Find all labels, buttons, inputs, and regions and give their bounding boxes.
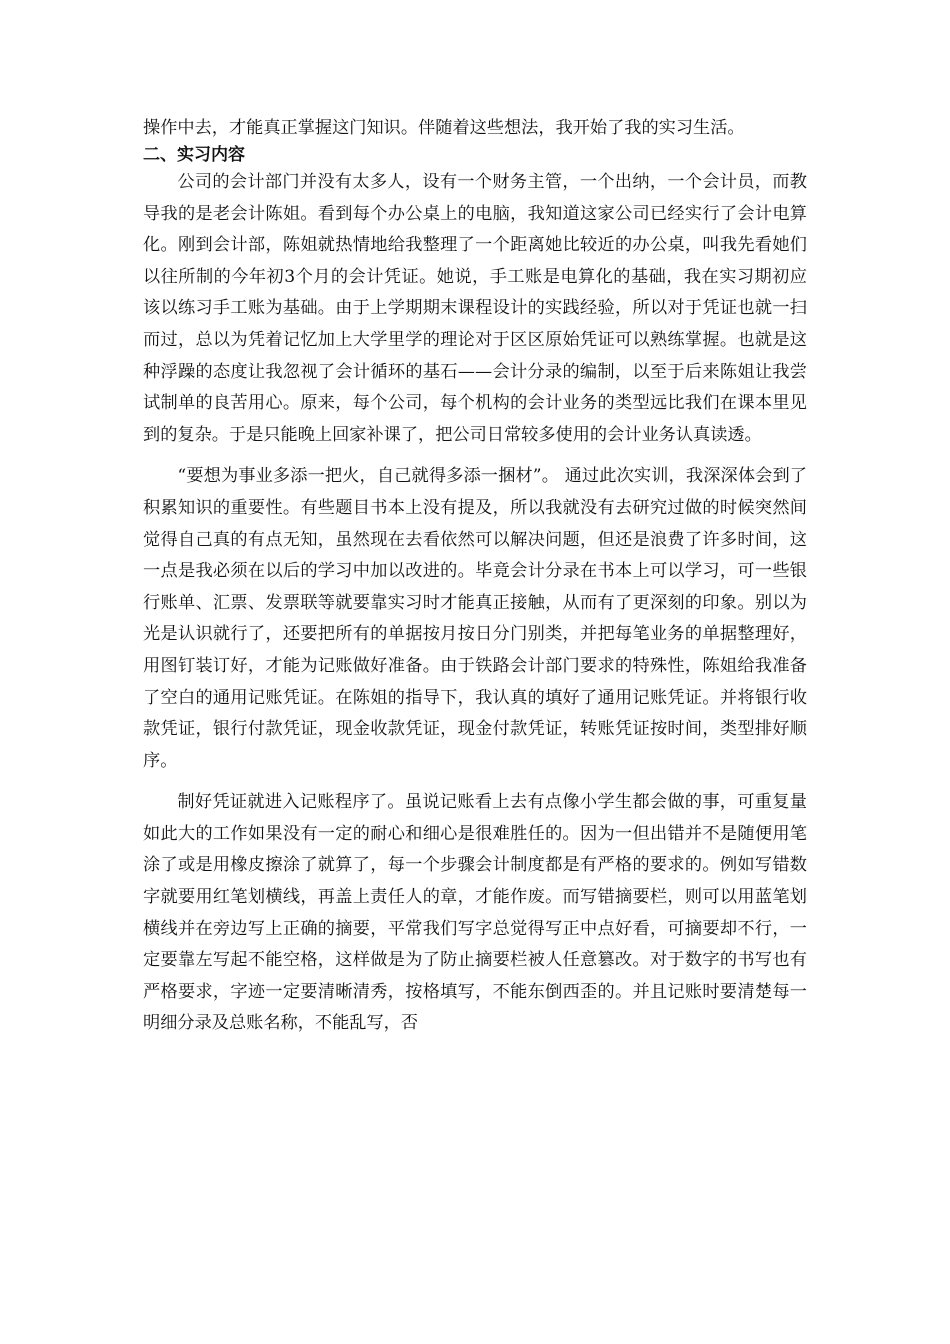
paragraph-department: 公司的会计部门并没有太多人，设有一个财务主管，一个出纳，一个会计员，而教导我的是老会计陈姐。看到每个办公桌上的电脑，我知道这家公司已经实行了会计电算化。刚到会计部，陈姐就热情地给我整理了一个距离她比较近的办公桌，叫我先看她们以往所制的今年初3个月的会计凭证。她说，手工账是电算化的基础，我在实习期初应该以练习手工账为基础。由于上学期期末课程设计的实践经验，所以对于凭证也就一扫而过，总以为凭着记忆加上大学里学的理论对于区区原始凭证可以熟练掌握。也就是这种浮躁的态度让我忽视了会计循环的基石——会计分录的编制，以至于后来陈姐让我尝试制单的良苦用心。原来，每个公司，每个机构的会计业务的类型远比我们在课本里见到的复杂。于是只能晚上回家补课了，把公司日常较多使用的会计业务认真读透。 bbox=[143, 172, 807, 445]
paragraph-gap bbox=[143, 451, 807, 461]
paragraph-bookkeeping: 制好凭证就进入记账程序了。虽说记账看上去有点像小学生都会做的事，可重复量如此大的工作如果没有一定的耐心和细心是很难胜任的。因为一但出错并不是随便用笔涂了或是用橡皮擦涂了就算了，每一个步骤会计制度都是有严格的要求的。例如写错数字就要用红笔划横线，再盖上责任人的章，才能作废。而写错摘要栏，则可以用蓝笔划横线并在旁边写上正确的摘要，平常我们写字总觉得写正中点好看，可摘要却不行，一定要靠左写起不能空格，这样做是为了防止摘要栏被人任意篡改。对于数字的书写也有严格要求，字迹一定要清晰清秀，按格填写，不能东倒西歪的。并且记账时要清楚每一明细分录及总账名称，不能乱写，否 bbox=[143, 792, 807, 1034]
continuation-line: 操作中去，才能真正掌握这门知识。伴随着这些想法，我开始了我的实习生活。 bbox=[143, 118, 745, 138]
paragraph-gap bbox=[143, 777, 807, 787]
document-page bbox=[143, 113, 807, 1040]
section-heading: 二、实习内容 bbox=[143, 145, 245, 165]
paragraph-knowledge: “要想为事业多添一把火，自己就得多添一捆材”。 通过此次实训，我深深体会到了积累知识的重要性。有些题目书本上没有提及，所以我就没有去研究过做的时候突然间觉得自己真的有点无知，虽然现在去看依然可以解决问题，但还是浪费了许多时间，这一点是我必须在以后的学习中加以改进的。毕竟会计分录在书本上可以学习，可一些银行账单、汇票、发票联等就要靠实习时才能真正接触，从而有了更深刻的印象。别以为光是认识就行了，还要把所有的单据按月按日分门别类，并把每笔业务的单据整理好，用图钉装订好，才能为记账做好准备。由于铁路会计部门要求的特殊性，陈姐给我准备了空白的通用记账凭证。在陈姐的指导下，我认真的填好了通用记账凭证。并将银行收款凭证，银行付款凭证，现金收款凭证，现金付款凭证，转账凭证按时间，类型排好顺序。 bbox=[143, 466, 807, 771]
